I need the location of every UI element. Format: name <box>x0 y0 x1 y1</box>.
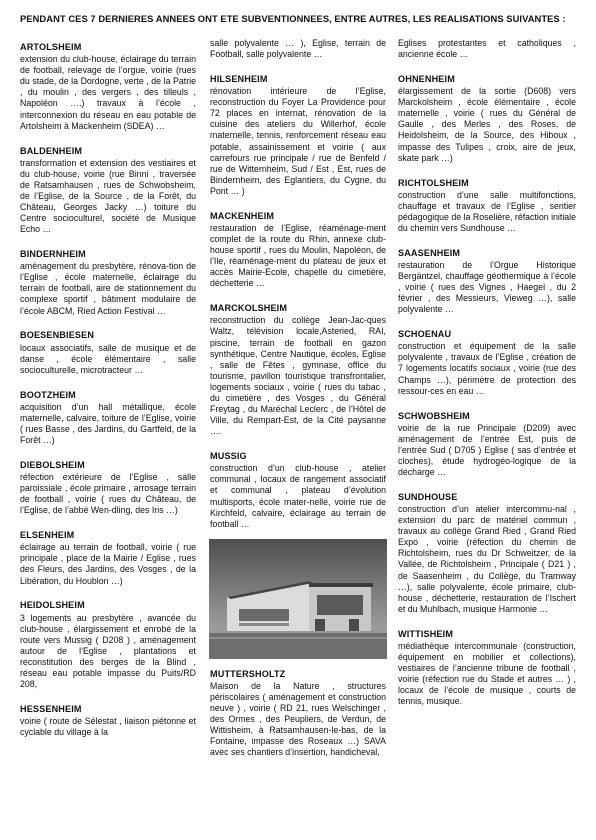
entry-text: transformation et extension des vestiaires et du club-house, voirie (rue Binni , traversée de Ratsamhausen , rues de Schwobsheim, de l’Eglise, de la Source , de la Forêt, du Château, Georges Jacky …) toiture du Centre socioculturel, société de Musique Echo … <box>20 157 196 235</box>
entry-name: MARCKOLSHEIM <box>210 303 288 314</box>
entry-mackenheim <box>210 211 386 290</box>
entry-text: construction d’un club-house , atelier communal , locaux de rangement associatif et communal , plateau d’évolution multisports, école mater-nelle, voirie rue de Kirchfeld, calvaire, éclairage au terrain de football … <box>210 463 386 529</box>
entry-name: BINDERNHEIM <box>20 249 86 260</box>
entry-text: extension du club-house, éclairage du terrain de football, relevage de l’orgue, voirie (rues du stade, de la Dordogne, verte , de la Patrie , du moulin , des vergers , des tilleuls , Napoléon ….) travaux à l’école , interconnexion du réseau en eau potable de Artolsheim à Mackenheim (SDEA) … <box>20 54 196 131</box>
entry-name: HEIDOLSHEIM <box>20 600 85 611</box>
entry-text: Maison de la Nature , structures périscolaires ( aménagement et construction neuve ) , voirie ( RD 21, rues Welschinger , des Ormes , des Peupliers, de Verdun, de Wittisheim, à Ratsamhausen-le-bas, de la Fontaine, impasse des Roseaux …) SAVA avec ses chantiers d’insertion, handicheval, <box>210 680 386 758</box>
entry-name: OHNENHEIM <box>398 73 455 84</box>
entry-name: BOESENBIESEN <box>20 330 95 341</box>
entry-text: construction d’un atelier intercommu-nal , extension du parc de matériel commun , travaux au collège Grand Ried , Grand Ried Expo , voirie (réfection du chemin de Richtolsheim, rues du Dr Schweitzer, de la Vallée, de Richtolsheim , Principale ( D21 ) , de Saasenheim , du Collège, du Tramway …), salle polyvalente, école primaire, club-house , déchetterie, restauration de l’Ischert et du Muhlbach, musique Harmonie … <box>398 503 576 614</box>
entry-text: restauration de l’Eglise, réaménage-ment complet de la route du Rhin, annexe club-house sportif , rues du Moulin, Napoléon, de l’Ile, réaménage-ment du plateau de jeux et accès Mairie-Ecole, chapelle du cimetière, déchetterie … <box>210 222 386 289</box>
continued-text: Eglises protestantes et catholiques , ancienne école … <box>398 38 576 60</box>
entry-text: élargissement de la sortie (D608) vers Marckolsheim , école élémentaire , école maternelle , voirie ( rues du Général de Gaulle , des Merles , des Roses, de Heidolsheim, de la Source, des Hiboux , impasse des Tulipes , croix, aire de jeux, skate park …) <box>398 86 576 163</box>
entry-schwobsheim <box>398 411 576 479</box>
entry-saasenheim <box>398 248 576 316</box>
entry-elsenheim <box>20 530 196 586</box>
continued-text: salle polyvalente … ), Eglise, terrain de Football, salle polyvalente … <box>210 38 386 60</box>
entry-name: MUSSIG <box>210 451 247 462</box>
entry-text: construction d’une salle multifonctions, chauffage et travaux de l’Eglise , sentier pédagogique de la Roselière, réfaction initiale du chemin vers Sundhouse … <box>398 189 577 233</box>
entry-wittisheim <box>398 629 576 708</box>
page-title: PENDANT CES 7 DERNIERES ANNEES ONT ETE SUBVENTIONNEES, ENTRE AUTRES, LES REALISATIONS SUIVANTES : <box>20 13 566 24</box>
entry-text: voirie de la rue Principale (D209) avec aménagement de l’entrée Est, puis de l’entrée Sud ( D705 ) Eglise ( sas d’entrée et cloches), étude hydrogéo-logique de la décharge … <box>398 422 576 477</box>
entry-name: SUNDHOUSE <box>398 491 458 502</box>
entry-name: HILSENHEIM <box>210 73 268 84</box>
column-left <box>20 42 196 752</box>
entry-text: éclairage au terrain de football, voirie ( rue principale , place de la Mairie / Eglise , rues des Fleurs, des Jardins, des Vosges , de la Libération, du Houblon …) <box>20 542 196 586</box>
column-right <box>398 38 576 721</box>
entry-hessenheim <box>20 704 196 738</box>
entry-text: médiathèque intercommunale (construction, équipement en mobilier et collections), vestiaires de l’ancienne tribune de football , voirie (réfection rue du Stade et autres … ) , locaux de l’école de musique , courts de tennis, musique. <box>398 640 576 707</box>
entry-bootzheim <box>20 390 196 446</box>
entry-name: SAASENHEIM <box>398 247 461 258</box>
building-photo <box>209 539 387 659</box>
entry-name: SCHWOBSHEIM <box>398 410 470 421</box>
entry-text: construction et équipement de la salle polyvalente , travaux de l’Eglise , création de 7 logements locatifs sociaux , voirie (rue des Champs …), périmètre de protection des ressour-ces en eau … <box>398 341 576 396</box>
entry-name: HESSENHEIM <box>20 703 82 714</box>
entry-text: reconstruction du collège Jean-Jac-ques Waltz, télévision locale,Asteried, RAI, piscine, terrain de football en gazon synthétique, Centre Nautique, écoles, Eglise , salle de Fêtes , gymnase, office du tourisme, pavillon touristique transfrontalier, logements sociaux , voirie ( rues du tabac , du cimetière , des Vosges , du Général Freytag , du Maréchal Leclerc , de l’Hôtel de Ville, du Rempart-Est, de la Cité paysanne …. <box>210 315 386 437</box>
entry-name: BOOTZHEIM <box>20 389 76 400</box>
column-middle <box>210 38 386 772</box>
entry-schoenau <box>398 329 576 397</box>
entry-boesenbiesen <box>20 330 196 375</box>
entry-text: aménagement du presbytère, rénova-tion de l’Eglise , école maternelle, éclairage du terrain de football, aire de stationnement du complexe sportif , bâtiment modulaire de l’école ABCM, Ried Action Festival … <box>20 261 196 316</box>
entry-baldenheim <box>20 146 196 236</box>
entry-richtolsheim <box>398 178 576 234</box>
entry-name: DIEBOLSHEIM <box>20 459 85 470</box>
entry-name: WITTISHEIM <box>398 628 454 639</box>
entry-diebolsheim <box>20 460 196 516</box>
entry-name: BALDENHEIM <box>20 145 83 156</box>
entry-text: 3 logements au presbytère , avancée du club-house , élargissement et enrobé de la route vers Mussig ( D208 ) , aménagement autour de l’Eglise , plantations et reconstitution des berges de la Blind , réseau eau potable impasse du Puits/RD 208, <box>20 612 196 690</box>
entry-heidolsheim <box>20 600 196 690</box>
entry-ohnenheim <box>398 74 576 164</box>
entry-name: RICHTOLSHEIM <box>398 177 469 188</box>
entry-marckolsheim <box>210 303 386 437</box>
entry-hilsenheim <box>210 74 386 197</box>
entry-name: MUTTERSHOLTZ <box>210 668 286 679</box>
entry-text: locaux associatifs, salle de musique et de danse , école élémentaire , salle socioculturelle, microtracteur … <box>20 342 196 375</box>
entry-text: réfection extérieure de l’Eglise , salle paroissiale , école primaire , arrosage terrain de football , voirie ( rues du Château, de l’Eglise, de l’abbé Wen-dling, des Iris …) <box>20 471 196 516</box>
entry-sundhouse <box>398 492 576 615</box>
entry-mussig <box>210 451 386 530</box>
entry-text: rénovation intérieure de l’Eglise, reconstruction du Foyer La Providence pour 72 places en internat, rénovation de la cuisine des ateliers du Willerhof, école maternelle, tennis, renforcement réseau eau potable, assainissement et voirie ( aux carrefours rue principale / rue de Benfeld / rue de Witternheim, Sud / Est , Est, rues de Bindernheim, des Eglantiers, du Cygne, du Pont … ) <box>210 86 386 196</box>
entry-muttersholtz <box>210 669 386 759</box>
entry-name: SCHOENAU <box>398 329 452 340</box>
entry-name: ARTOLSHEIM <box>20 42 82 52</box>
entry-text: voirie ( route de Sélestat , liaison piétonne et cyclable du village à la <box>20 716 196 738</box>
entry-name: MACKENHEIM <box>210 210 275 221</box>
entry-artolsheim <box>20 42 196 132</box>
entry-text: acquisition d’un hall métallique, école maternelle, calvaire, toiture de l’Eglise, voirie ( rues Basse , des Jardins, du Gartfeld, de la Forêt …) <box>20 401 196 445</box>
entry-text: restauration de l’Orgue Historique Bergäntzel, chauffage géothermique à l’école , voirie ( rues des Vignes , Haegel , du 2 février , des Messieurs, Vieweg …), salle polyvalente … <box>398 259 576 315</box>
building-illustration <box>209 539 387 659</box>
entry-bindernheim <box>20 249 196 317</box>
entry-name: ELSENHEIM <box>20 530 75 541</box>
